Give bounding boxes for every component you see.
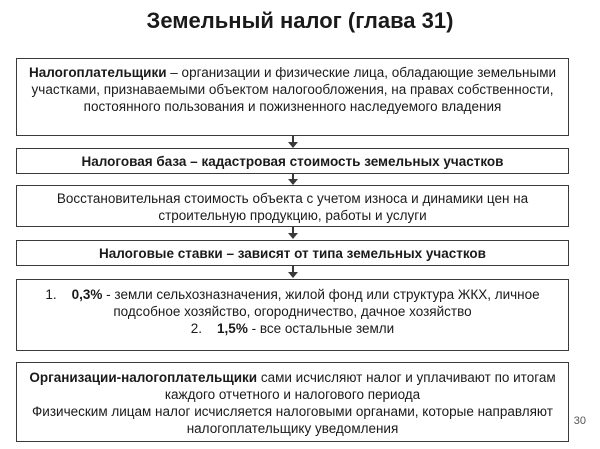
rate-item <box>25 320 560 337</box>
organizations-paragraph <box>25 369 560 403</box>
organizations-label: Организации-налогоплательщики <box>29 370 258 385</box>
taxpayers-box <box>16 58 569 136</box>
tax-base-text: Налоговая база – кадастровая стоимость земельных участков <box>81 154 504 169</box>
organizations-text: сами исчисляют налог и уплачивают по итогам каждого отчетного и налогового периода <box>164 370 556 402</box>
rates-text: Налоговые ставки – зависят от типа земельных участков <box>99 246 486 261</box>
tax-base-box <box>16 148 569 174</box>
taxpayers-label: Налогоплательщики <box>28 65 167 80</box>
page-title: Земельный налог (глава 31) <box>146 8 454 33</box>
rate-item-number: 1. <box>45 287 57 302</box>
rate-item-value: 1,5% <box>217 321 248 336</box>
rate-list-box <box>16 279 569 351</box>
rate-item <box>25 286 560 320</box>
rate-item-text: - все остальные земли <box>247 321 395 336</box>
rate-item-value: 0,3% <box>71 287 103 302</box>
restoration-text: Восстановительная стоимость объекта с учетом износа и динамики цен на строительную продукцию, работы и услуги <box>56 191 529 223</box>
connector-arrow <box>288 233 298 239</box>
restoration-box <box>16 185 569 227</box>
connector-arrow <box>288 272 298 278</box>
organizations-box <box>16 362 569 442</box>
page-number: 30 <box>573 415 586 427</box>
rates-box <box>16 240 569 266</box>
individuals-paragraph: Физическим лицам налог исчисляется налоговыми органами, которые направляют налогоплательщику уведомления <box>32 404 553 436</box>
taxpayers-text: – организации и физические лица, обладающие земельными участками, признаваемыми объектом налогообложения, на правах собственности, постоянного пользования и пожизненного наследуемого владения <box>31 65 557 114</box>
rate-item-number: 2. <box>190 321 203 336</box>
rate-item-text: - земли сельхозназначения, жилой фонд или структура ЖКХ, личное подсобное хозяйство, огородничество, дачное хозяйство <box>102 287 540 319</box>
